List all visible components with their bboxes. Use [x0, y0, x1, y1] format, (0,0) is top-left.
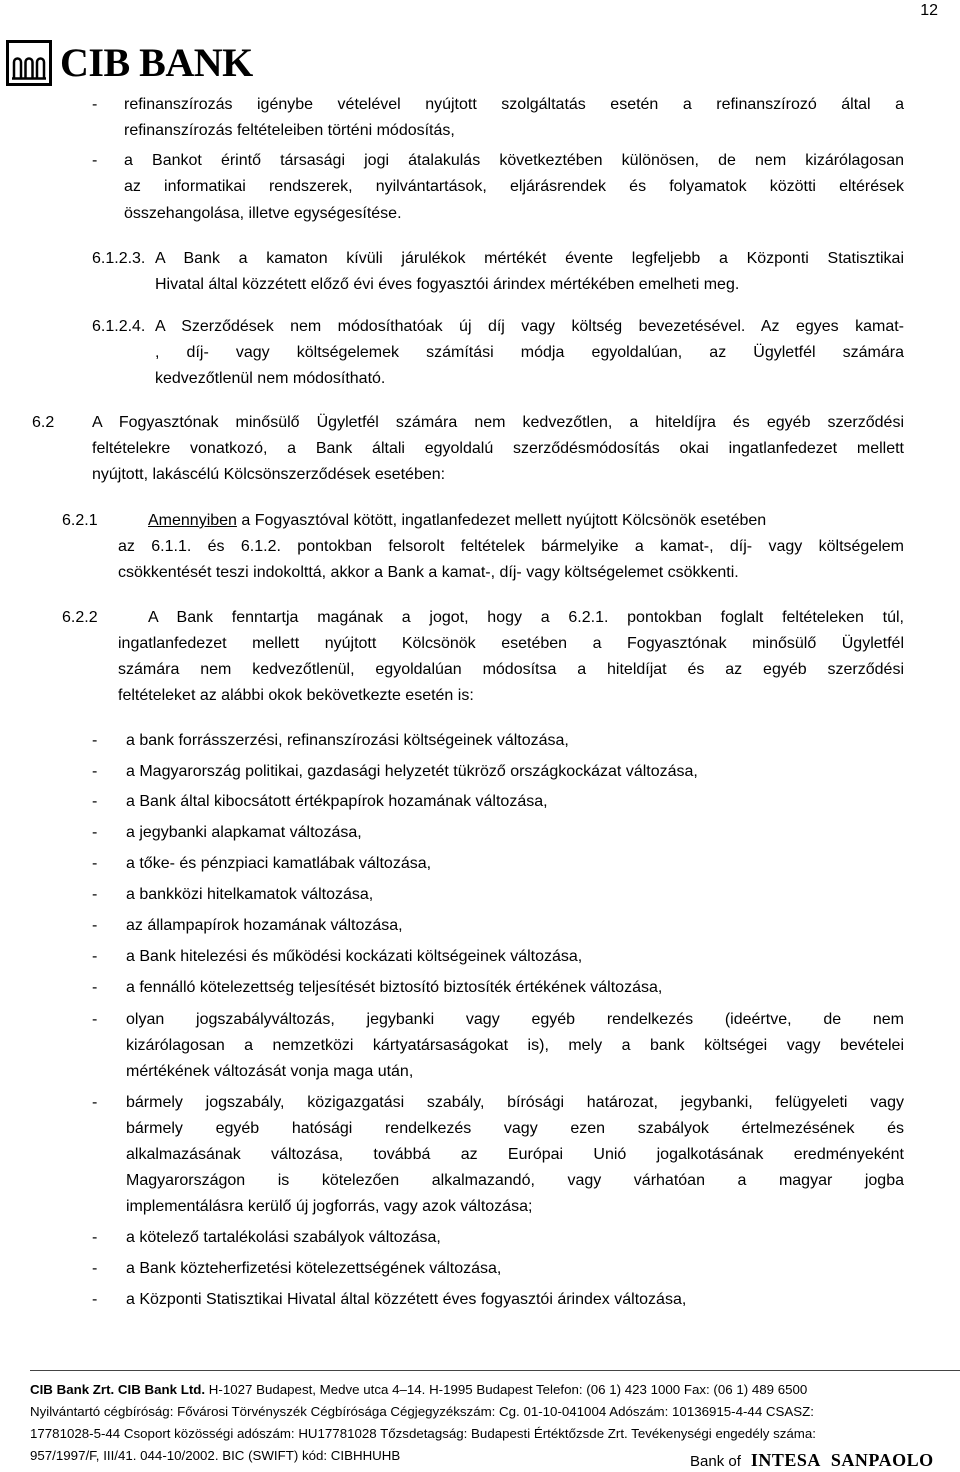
- sanpaolo-text: SANPAOLO: [830, 1450, 934, 1470]
- logo-text: CIB BANK: [60, 40, 253, 85]
- text-span: a Fogyasztóval kötött, ingatlanfedezet mellett nyújtott Kölcsönök esetében: [236, 512, 767, 529]
- text-line: nyújtott, lakáscélú Kölcsönszerződések esetében:: [92, 466, 446, 483]
- cib-bank-logo: [6, 40, 253, 86]
- dash: -: [92, 824, 98, 841]
- intesa-text: INTESA: [750, 1450, 821, 1470]
- text-line: A Bank a kamaton kívüli járulékok mértékét évente legfeljebb a Központi Statisztikai: [155, 250, 904, 267]
- text-line: [148, 510, 766, 532]
- dash: -: [92, 948, 98, 965]
- text-line: kizárólagosan a nemzetközi kártyatársaságokat is), mely a bank költségei vagy bevételei: [126, 1037, 904, 1054]
- dash: -: [92, 763, 98, 780]
- text-line: A Szerződések nem módosíthatóak új díj vagy költség bevezetésével. Az egyes kamat-: [155, 318, 904, 335]
- text-line: , díj- vagy költségelemek számítási módja egyoldalúan, az Ügyletfél számára: [155, 344, 904, 361]
- footer-line-3: 17781028-5-44 Csoport közösségi adószám: HU17781028 Tőzsdetagság: Budapesti Értéktőzsde Zrt. Tevékenységi engedély száma:: [30, 1426, 816, 1441]
- text-line: refinanszírozás feltételeiben történi módosítás,: [124, 122, 455, 139]
- dash: -: [92, 917, 98, 934]
- text-line: olyan jogszabályváltozás, jegybanki vagy egyéb rendelkezés (ideértve, de nem: [126, 1011, 904, 1028]
- text-line: a Bankot érintő társasági jogi átalakulás következtében különösen, de nem kizárólagosan: [124, 152, 904, 169]
- dash: -: [92, 96, 98, 113]
- page-number: 12: [920, 2, 938, 19]
- text-line: alkalmazásának változása, továbbá az Európai Unió jogalkotásának eredményeként: [126, 1146, 904, 1163]
- underlined-word: Amennyiben: [148, 512, 237, 529]
- text-line: mértékének változását vonja maga után,: [126, 1063, 414, 1080]
- dash: -: [92, 152, 98, 169]
- footer-address: H-1027 Budapest, Medve utca 4–14. H-1995 Budapest Telefon: (06 1) 423 1000 Fax: (06 1) 489 6500: [205, 1382, 808, 1397]
- text-line: ingatlanfedezet mellett nyújtott Kölcsönök esetében a Fogyasztónak minősülő Ügyletfél: [118, 635, 904, 652]
- dash: -: [92, 1011, 98, 1028]
- text-line: A Bank fenntartja magának a jogot, hogy a 6.2.1. pontokban foglalt feltételeken túl,: [148, 609, 904, 626]
- text-line: csökkentését teszi indokolttá, akkor a Bank a kamat-, díj- vagy költségelemet csökkenti.: [118, 564, 739, 581]
- bank-of-text: Bank of: [690, 1453, 741, 1470]
- section-number: 6.2: [32, 414, 55, 431]
- dash: -: [92, 1094, 98, 1111]
- dash: -: [92, 793, 98, 810]
- bullet-item: a Magyarország politikai, gazdasági helyzetét tükröző országkockázat változása,: [126, 763, 698, 780]
- footer-company: CIB Bank Zrt. CIB Bank Ltd.: [30, 1382, 206, 1397]
- dash: -: [92, 886, 98, 903]
- bullet-item: a Központi Statisztikai Hivatal által közzétett éves fogyasztói árindex változása,: [126, 1291, 687, 1308]
- dash: -: [92, 979, 98, 996]
- bullet-item: az állampapírok hozamának változása,: [126, 917, 403, 934]
- text-line: Magyarországon is kötelezően alkalmazandó, vagy várhatóan a magyar jogba: [126, 1172, 904, 1189]
- section-number: 6.1.2.4.: [92, 318, 146, 335]
- bullet-item: a Bank hitelezési és működési kockázati költségeinek változása,: [126, 948, 583, 965]
- text-line: bármely egyéb hatósági rendelkezés vagy ezen szabályok értelmezésének és: [126, 1120, 904, 1137]
- text-line: feltételekre vonatkozó, a Bank általi egyoldalú szerződésmódosítás okai ingatlanfedezet mellett: [92, 440, 904, 457]
- text-line: kedvezőtlenül nem módosítható.: [155, 370, 386, 387]
- footer-line-2: Nyilvántartó cégbíróság: Fővárosi Törvényszék Cégbírósága Cégjegyzékszám: Cg. 01-10-041004 Adószám: 10136915-4-44 CSASZ:: [30, 1404, 814, 1419]
- bullet-item: a bankközi hitelkamatok változása,: [126, 886, 374, 903]
- text-line: feltételeket az alábbi okok bekövetkezte esetén is:: [118, 687, 474, 704]
- footer-divider: [30, 1370, 960, 1371]
- bullet-item: a Bank közteherfizetési kötelezettségének változása,: [126, 1260, 502, 1277]
- bullet-item: a bank forrásszerzési, refinanszírozási költségeinek változása,: [126, 732, 569, 749]
- dash: -: [92, 732, 98, 749]
- section-number: 6.1.2.3.: [92, 250, 146, 267]
- dash: -: [92, 1291, 98, 1308]
- text-line: implementálásra kerülő új jogforrás, vagy azok változása;: [126, 1198, 533, 1215]
- dash: -: [92, 855, 98, 872]
- footer-line-4: 957/1997/F, III/41. 044-10/2002. BIC (SWIFT) kód: CIBHHUHB: [30, 1448, 401, 1463]
- bullet-item: a tőke- és pénzpiaci kamatlábak változása,: [126, 855, 432, 872]
- dash: -: [92, 1229, 98, 1246]
- bullet-item: a fennálló kötelezettség teljesítését biztosító biztosíték értékének változása,: [126, 979, 663, 996]
- dash: -: [92, 1260, 98, 1277]
- text-line: az informatikai rendszerek, nyilvántartások, eljárásrendek és folyamatok közötti eltérések: [124, 178, 904, 195]
- bullet-item: a kötelező tartalékolási szabályok változása,: [126, 1229, 441, 1246]
- text-line: A Fogyasztónak minősülő Ügyletfél számára nem kedvezőtlen, a hiteldíjra és egyéb szerződési: [92, 414, 904, 431]
- section-number: 6.2.2: [62, 609, 98, 626]
- text-line: összehangolása, illetve egységesítése.: [124, 205, 402, 222]
- text-line: számára nem kedvezőtlenül, egyoldalúan módosítsa a hiteldíjat és az egyéb szerződési: [118, 661, 904, 678]
- section-number: 6.2.1: [62, 512, 98, 529]
- bank-columns-icon: [6, 40, 52, 86]
- intesa-sanpaolo-logo: [690, 1450, 934, 1471]
- footer-line-1: [30, 1380, 807, 1399]
- text-line: refinanszírozás igénybe vételével nyújtott szolgáltatás esetén a refinanszírozó által a: [124, 96, 904, 113]
- bullet-item: a Bank által kibocsátott értékpapírok hozamának változása,: [126, 793, 548, 810]
- text-line: bármely jogszabály, közigazgatási szabály, bírósági határozat, jegybanki, felügyeleti vagy: [126, 1094, 904, 1111]
- text-line: Hivatal által közzétett előző évi éves fogyasztói árindex mértékében emelheti meg.: [155, 276, 740, 293]
- bullet-item: a jegybanki alapkamat változása,: [126, 824, 362, 841]
- text-line: az 6.1.1. és 6.1.2. pontokban felsorolt feltételek bármelyike a kamat-, díj- vagy költségelem: [118, 538, 904, 555]
